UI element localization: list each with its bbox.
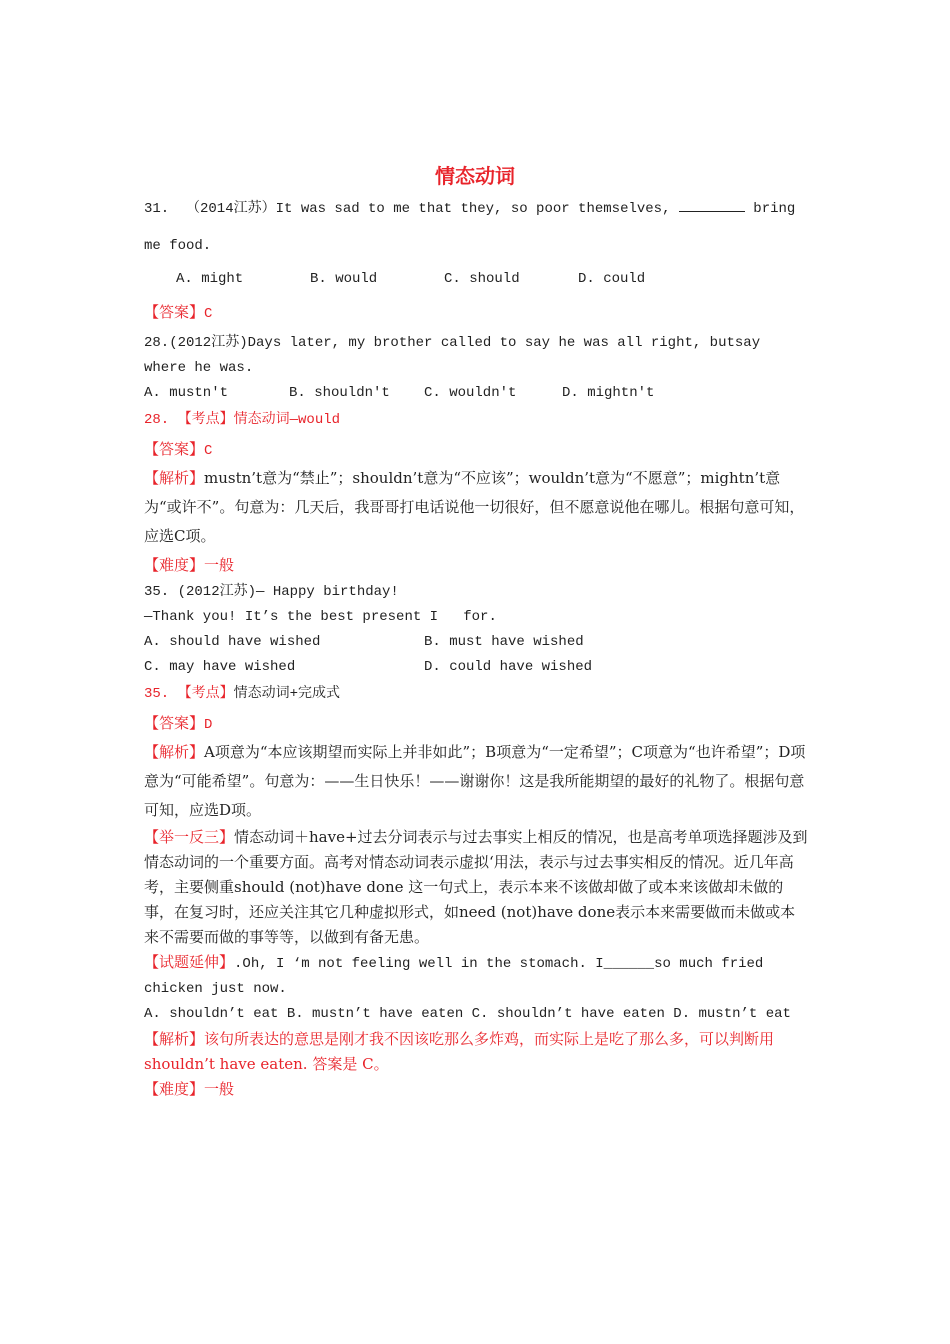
ext-stem-text: .Oh, I ‘m not feeling well in the stomach. I______so much fried chicken just now. [144,956,764,997]
q31-stem-line1 [144,197,808,222]
ext-difficulty [144,1077,808,1102]
ext-stem [144,950,808,1002]
analysis-tag: 【解析】 [144,469,205,487]
q35-answer [144,709,808,738]
q35-option-c: C. may have wished [144,659,296,675]
document-body [144,197,808,1102]
q35-options-row2 [144,655,808,680]
answer-blank [679,199,745,212]
ext-analysis [144,1027,808,1077]
q31-options [144,267,808,292]
answer-value: D [204,717,213,733]
ext-options: A. shouldn’t eat B. mustn’t have eaten C. shouldn’t have eaten D. mustn’t eat [144,1006,791,1022]
q31-stem-text-end: bring [744,201,796,217]
analysis-text: mustn’t意为“禁止”；shouldn’t意为“不应该”；wouldn’t意为“不愿意”；mightn’t意为“或许不”。句意为：几天后，我哥哥打电话说他一切很好，但不愿意说他在哪儿。根据句意可知，应选C项。 [144,469,805,545]
difficulty-value: 一般 [204,556,235,574]
q35-extend [144,825,808,950]
point-tag: 35. 【考点】 [144,686,234,702]
q28-option-a: A. mustn't [144,385,229,401]
q35-line2: —Thank you! It’s the best present I for. [144,609,497,625]
q31-option-c: C. should [444,271,520,287]
q28-options [144,381,808,406]
q28-answer [144,435,808,464]
extension-tag: 【试题延伸】 [144,953,235,971]
question-35 [144,580,808,950]
extension-question [144,950,808,1102]
analysis-text: 该句所表达的意思是刚才我不因该吃那么多炸鸡，而实际上是吃了那么多，可以判断用shouldn’t have eaten. 答案是 C。 [144,1030,775,1073]
q28-analysis [144,464,808,551]
answer-tag: 【答案】 [144,714,205,732]
analysis-tag: 【解析】 [144,743,205,761]
q28-option-b: B. shouldn't [289,385,390,401]
answer-tag: 【答案】 [144,440,205,458]
q28-option-d: D. mightn't [562,385,655,401]
q35-line1: 35. (2012江苏)— Happy birthday! [144,584,399,600]
difficulty-value: 一般 [204,1080,235,1098]
q31-option-d: D. could [578,271,646,287]
extend-text: 情态动词＋have+过去分词表示与过去事实上相反的情况，也是高考单项选择题涉及到情态动词的一个重要方面。高考对情态动词表示虚拟‘用法，表示与过去事实相反的情况。近几年高考，主要侧重should (not)have done 这一句式上，表示本来不该做却做了或本来该做却未做的事，在复习时，还应关注其它几种虚拟形式，如need (not)have done表示本来需要做而未做或本来不需要而做的事等等，以做到有备无患。 [144,828,808,946]
answer-tag: 【答案】 [144,303,205,321]
q28-difficulty [144,551,808,580]
analysis-text: A项意为“本应该期望而实际上并非如此”；B项意为“一定希望”；C项意为“也许希望”；D项意为“可能希望”。句意为：——生日快乐！——谢谢你！这是我所能期望的最好的礼物了。根据句意可知，应选D项。 [144,743,806,819]
q31-option-b: B. would [310,271,378,287]
q31-stem-line2: me food. [144,238,212,254]
q31-stem-text: 31. （2014江苏）It was sad to me that they, so poor themselves, [144,201,679,217]
q35-options-row1 [144,630,808,655]
point-value: 情态动词+完成式 [233,686,341,702]
difficulty-tag: 【难度】 [144,1080,205,1098]
q35-point [144,680,808,709]
page-title: 情态动词 [435,164,515,188]
q31-option-a: A. might [176,271,244,287]
extend-tag: 【举一反三】 [144,828,235,846]
answer-value: C [204,443,213,459]
question-31 [144,197,808,325]
q28-stem: 28.(2012江苏)Days later, my brother called to say he was all right, butsay where he was. [144,335,761,376]
difficulty-tag: 【难度】 [144,556,205,574]
q35-option-d: D. could have wished [424,659,593,675]
q35-analysis [144,738,808,825]
point-value: 情态动词—would [233,412,341,428]
q28-option-c: C. wouldn't [424,385,517,401]
answer-value: C [204,306,213,322]
point-tag: 28. 【考点】 [144,412,234,428]
analysis-tag: 【解析】 [144,1030,205,1048]
q28-point [144,406,808,435]
q35-option-b: B. must have wished [424,634,584,650]
q31-answer [144,300,808,325]
question-28 [144,331,808,580]
q35-option-a: A. should have wished [144,634,321,650]
